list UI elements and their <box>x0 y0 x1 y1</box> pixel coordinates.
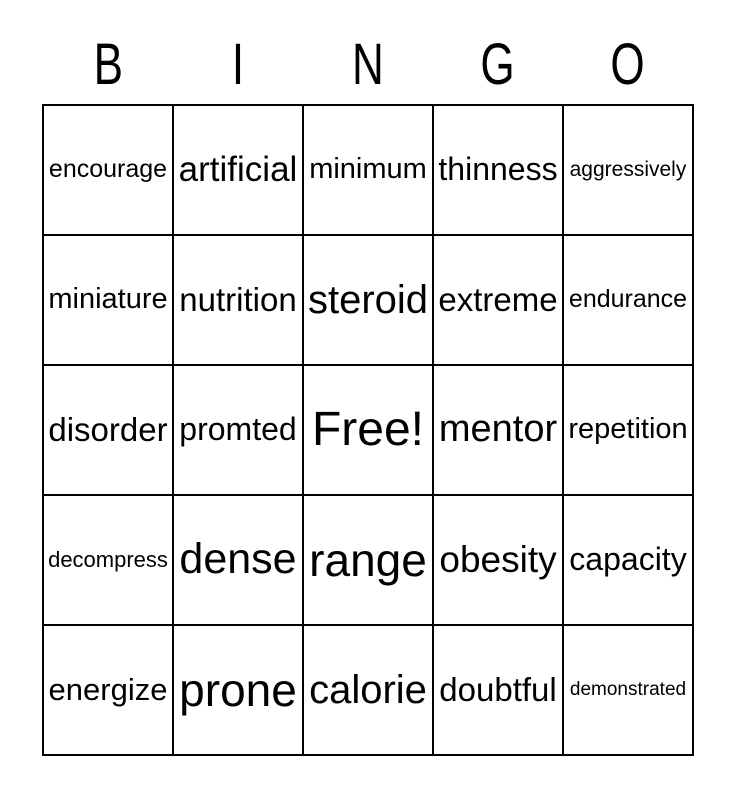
bingo-cell-word: doubtful <box>439 670 557 708</box>
header-letter-g: G <box>480 32 516 97</box>
bingo-cell-word: repetition <box>568 413 688 446</box>
bingo-cell-word: range <box>309 533 427 586</box>
header-letter-n: N <box>352 32 384 97</box>
bingo-cell-word: endurance <box>568 285 688 314</box>
bingo-cell-word: decompress <box>48 546 168 572</box>
header-letter-slot-n <box>303 32 433 98</box>
bingo-cell[interactable] <box>304 236 434 366</box>
bingo-cell-word: thinness <box>438 151 558 188</box>
bingo-cell[interactable] <box>44 236 174 366</box>
bingo-cell[interactable] <box>564 496 694 626</box>
bingo-cell-word: mentor <box>438 408 558 451</box>
bingo-cell[interactable] <box>434 496 564 626</box>
bingo-cell-word: extreme <box>438 280 558 318</box>
bingo-cell[interactable] <box>44 106 174 236</box>
bingo-cell[interactable] <box>564 236 694 366</box>
bingo-header <box>43 32 693 98</box>
bingo-cell[interactable] <box>304 496 434 626</box>
bingo-cell-word: miniature <box>48 283 168 316</box>
bingo-cell-word: minimum <box>309 153 427 186</box>
bingo-cell-word: promted <box>179 411 297 448</box>
header-letter-slot-b <box>43 32 173 98</box>
bingo-cell-word: encourage <box>48 155 168 184</box>
bingo-cell[interactable] <box>564 366 694 496</box>
bingo-cell[interactable] <box>434 236 564 366</box>
bingo-cell[interactable] <box>174 626 304 756</box>
bingo-cell[interactable] <box>564 106 694 236</box>
bingo-cell[interactable] <box>434 626 564 756</box>
bingo-cell[interactable] <box>434 366 564 496</box>
bingo-cell-word: aggressively <box>569 158 687 182</box>
bingo-cell-word: steroid <box>307 278 429 322</box>
bingo-cell-word: calorie <box>309 668 427 712</box>
bingo-cell-word: obesity <box>439 538 557 580</box>
header-letter-slot-g <box>433 32 563 98</box>
bingo-cell[interactable] <box>44 366 174 496</box>
header-letter-slot-i <box>173 32 303 98</box>
bingo-cell-word: energize <box>48 671 168 707</box>
header-letter-i: I <box>231 32 245 97</box>
bingo-cell[interactable] <box>564 626 694 756</box>
bingo-cell[interactable] <box>304 106 434 236</box>
bingo-grid <box>42 104 694 756</box>
bingo-cell[interactable] <box>174 366 304 496</box>
bingo-cell[interactable] <box>174 106 304 236</box>
bingo-cell-word: capacity <box>569 541 687 578</box>
header-letter-slot-o <box>563 32 693 98</box>
bingo-cell[interactable] <box>304 626 434 756</box>
bingo-cell-word: demonstrated <box>569 678 687 700</box>
bingo-cell[interactable] <box>434 106 564 236</box>
bingo-cell[interactable] <box>174 496 304 626</box>
header-letter-b: B <box>93 32 123 97</box>
bingo-cell-word: artificial <box>178 149 298 189</box>
header-letter-o: O <box>610 32 646 97</box>
bingo-cell-word: nutrition <box>179 280 297 318</box>
bingo-cell-word: prone <box>179 663 297 716</box>
bingo-cell-free[interactable] <box>304 366 434 496</box>
bingo-cell[interactable] <box>174 236 304 366</box>
bingo-free-cell-label: Free! <box>311 402 425 456</box>
bingo-cell[interactable] <box>44 496 174 626</box>
bingo-cell-word: dense <box>179 535 297 584</box>
bingo-cell-word: disorder <box>48 410 168 448</box>
bingo-cell[interactable] <box>44 626 174 756</box>
